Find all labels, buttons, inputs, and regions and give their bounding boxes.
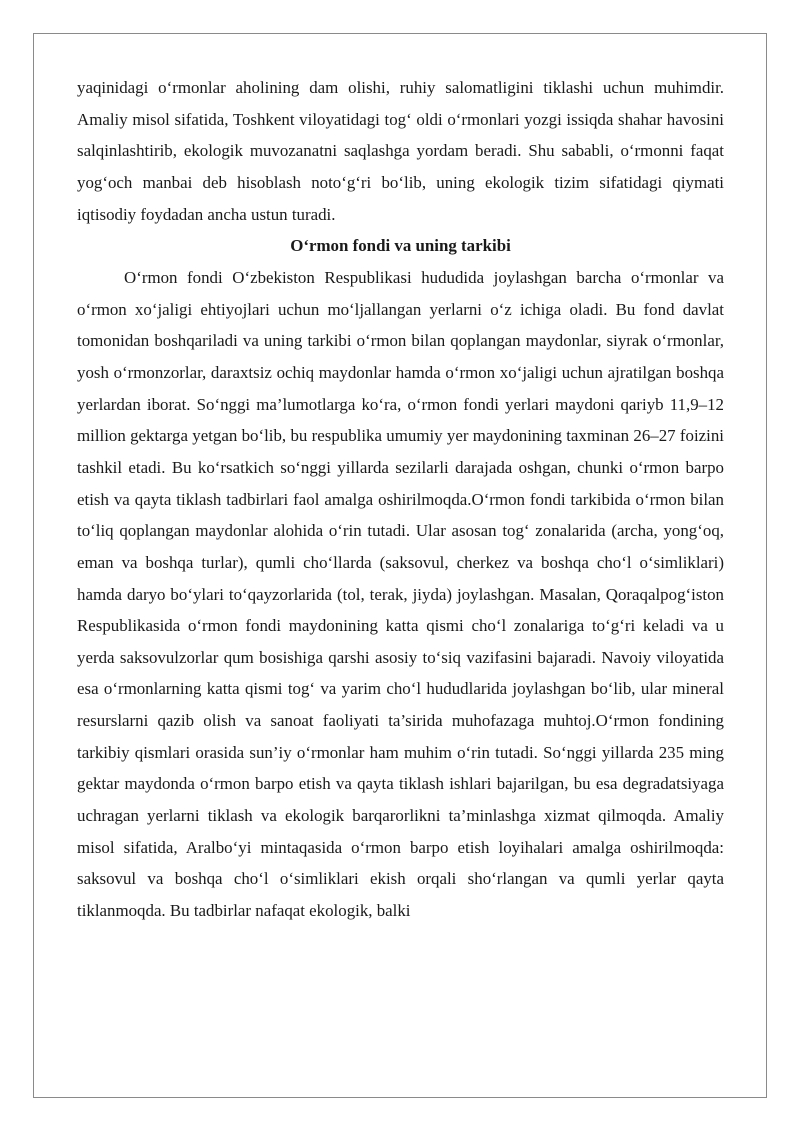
document-body (77, 72, 724, 927)
paragraph-continued: yaqinidagi o‘rmonlar aholining dam olishi, ruhiy salomatligini tiklashi uchun muhimdir. Amaliy misol sifatida, Toshkent viloyatidagi tog‘ oldi o‘rmonlari yozgi issiqda shahar havosini salqinlashtirib, ekologik muvozanatni saqlashga yordam beradi. Shu sababli, o‘rmonni faqat yog‘och manbai deb hisoblash noto‘g‘ri bo‘lib, uning ekologik tizim sifatidagi qiymati iqtisodiy foydadan ancha ustun turadi. (77, 78, 724, 224)
paragraph-forest-fund: O‘rmon fondi O‘zbekiston Respublikasi hududida joylashgan barcha o‘rmonlar va o‘rmon xo‘jaligi ehtiyojlari uchun mo‘ljallangan yerlarni o‘z ichiga oladi. Bu fond davlat tomonidan boshqariladi va uning tarkibi o‘rmon bilan qoplangan maydonlar, siyrak o‘rmonlar, yosh o‘rmonzorlar, daraxtsiz ochiq maydonlar hamda o‘rmon xo‘jaligi uchun ajratilgan boshqa yerlardan iborat. So‘nggi ma’lumotlarga ko‘ra, o‘rmon fondi yerlari maydoni qariyb 11,9–12 million gektarga yetgan bo‘lib, bu respublika umumiy yer maydonining taxminan 26–27 foizini tashkil etadi. Bu ko‘rsatkich so‘nggi yillarda sezilarli darajada oshgan, chunki o‘rmon barpo etish va qayta tiklash tadbirlari faol amalga oshirilmoqda.O‘rmon fondi tarkibida o‘rmon bilan to‘liq qoplangan maydonlar alohida o‘rin tutadi. Ular asosan tog‘ zonalarida (archa, yong‘oq, eman va boshqa turlar), qumli cho‘llarda (saksovul, cherkez va boshqa cho‘l o‘simliklari) hamda daryo bo‘ylari to‘qayzorlarida (tol, terak, jiyda) joylashgan. Masalan, Qoraqalpog‘iston Respublikasida o‘rmon fondi maydonining katta qismi cho‘l zonalariga to‘g‘ri keladi va u yerda saksovulzorlar qum bosishiga qarshi asosiy to‘siq vazifasini bajaradi. Navoiy viloyatida esa o‘rmonlarning katta qismi tog‘ va yarim cho‘l hududlarida joylashgan bo‘lib, ular mineral resurslarni qazib olish va sanoat faoliyati ta’sirida muhofazaga muhtoj.O‘rmon fondining tarkibiy qismlari orasida sun’iy o‘rmonlar ham muhim o‘rin tutadi. So‘nggi yillarda 235 ming gektar maydonda o‘rmon barpo etish va qayta tiklash ishlari bajarilgan, bu esa degradatsiyaga uchragan yerlarni tiklash va ekologik barqarorlikni ta’minlashga xizmat qilmoqda. Amaliy misol sifatida, Aralbo‘yi mintaqasida o‘rmon barpo etish loyihalari amalga oshirilmoqda: saksovul va boshqa cho‘l o‘simliklari ekish orqali sho‘rlangan va qumli yerlar qayta tiklanmoqda. Bu tadbirlar nafaqat ekologik, balki (77, 267, 724, 921)
section-heading: O‘rmon fondi va uning tarkibi (290, 236, 511, 256)
